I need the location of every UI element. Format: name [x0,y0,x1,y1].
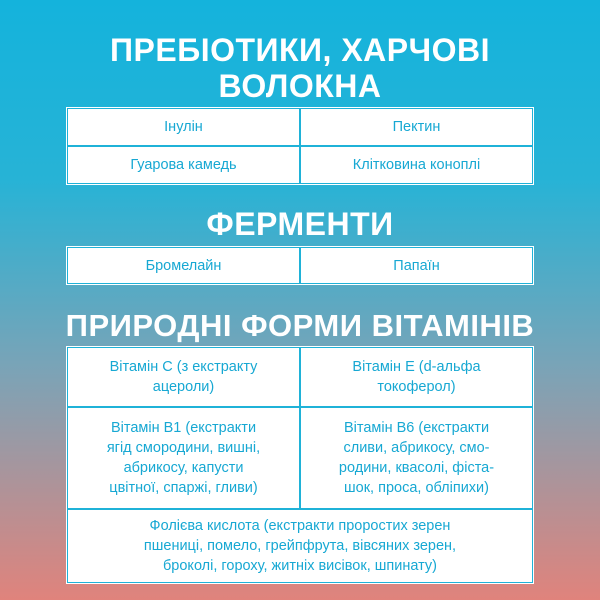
vitamins-table [66,346,534,584]
vitamin-b1-line: Вітамін В1 (екстракти [110,420,257,436]
vitamin-b1-line: абрикосу, капусти [123,460,244,476]
enzymes-table [66,246,534,285]
vitamin-b6-line: шок, проса, обліпихи) [344,480,489,496]
vitamins-heading: ПРИРОДНІ ФОРМИ ВІТАМІНІВ [65,308,535,343]
enzyme-bromelain: Бромелайн [68,248,299,283]
vitamin-b1 [68,408,299,508]
prebiotics-heading [0,32,600,104]
vitamin-b1-line: ягід смородини, вишні, [106,440,261,456]
prebiotics-heading-line1: ПРЕБІОТИКИ, ХАРЧОВІ [110,32,490,68]
prebiotics-heading-line2: ВОЛОКНА [218,68,382,104]
enzymes-heading: ФЕРМЕНТИ [206,206,394,242]
prebiotic-inulin: Інулін [68,109,299,145]
vitamin-b1-line: цвітної, спаржі, гливи) [109,480,258,496]
vitamin-e-line: Вітамін Е (d-альфа [352,359,481,375]
prebiotic-pectin: Пектин [301,109,532,145]
vitamin-b6-line: сливи, абрикосу, смо- [343,440,490,456]
folic-acid-line: пшениці, помело, грейпфрута, вівсяних зерен, [143,538,457,554]
vitamin-b6-line: родини, квасолі, фіста- [338,460,495,476]
folic-acid-line: броколі, гороху, житніх висівок, шпинату) [163,558,437,574]
vitamin-c [68,348,299,406]
vitamin-c-line: ацероли) [152,379,215,395]
prebiotics-table [66,107,534,185]
folic-acid-line: Фолієва кислота (екстракти проростих зерен [149,518,451,534]
vitamin-b6-line: Вітамін В6 (екстракти [343,420,490,436]
folic-acid [68,510,532,582]
vitamin-e [301,348,532,406]
enzyme-papain: Папаїн [301,248,532,283]
vitamin-c-line: Вітамін С (з екстракту [109,359,258,375]
prebiotic-guar-gum: Гуарова камедь [68,147,299,183]
vitamin-b6 [301,408,532,508]
prebiotic-hemp-fiber: Клітковина коноплі [301,147,532,183]
vitamin-e-line: токоферол) [377,379,456,395]
